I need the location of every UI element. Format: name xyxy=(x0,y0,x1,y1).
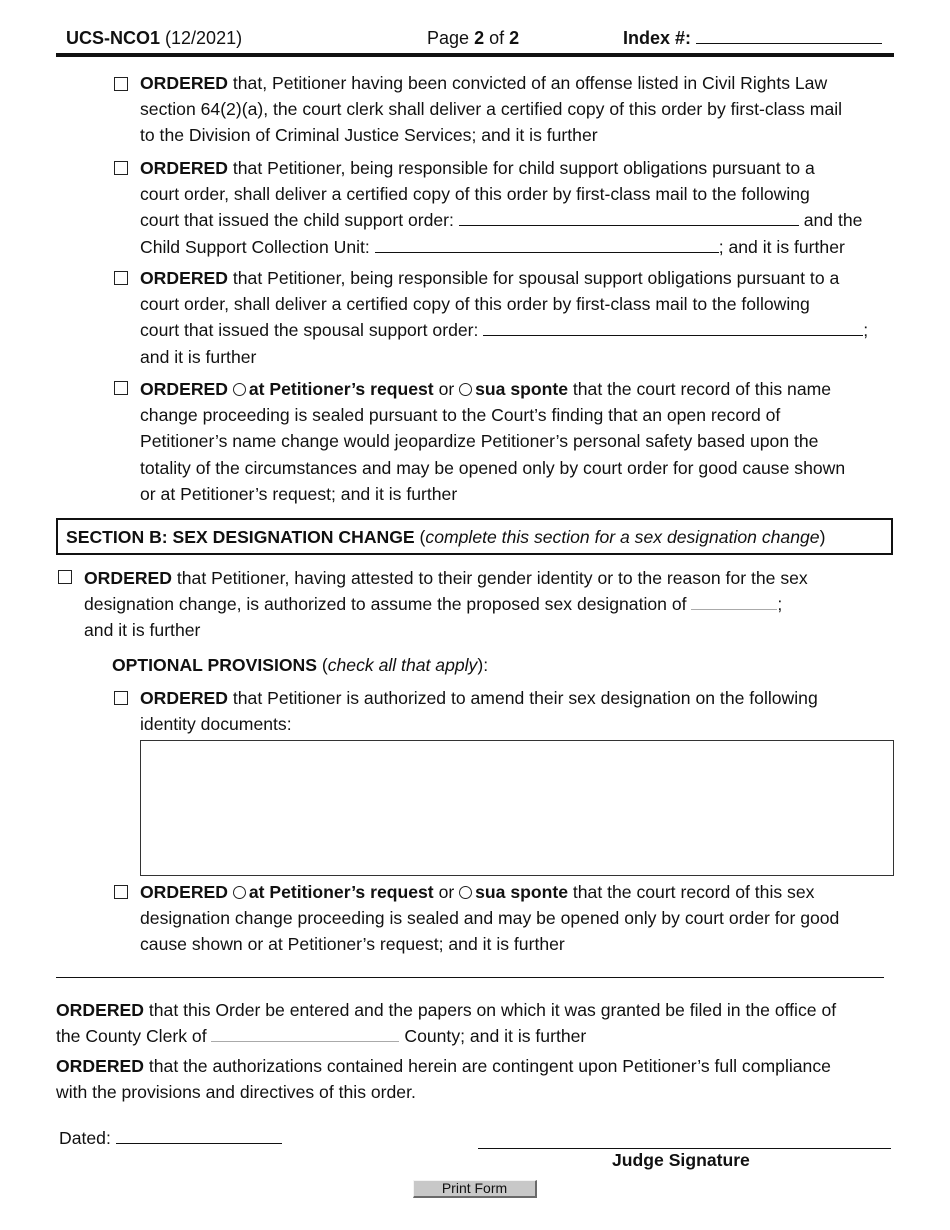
child-support-court-field[interactable] xyxy=(459,211,799,226)
order-amend-documents: ORDERED that Petitioner is authorized to amend their sex designation on the following identity documents: xyxy=(140,688,818,735)
judge-signature-label: Judge Signature xyxy=(612,1150,750,1170)
spousal-support-court-field[interactable] xyxy=(483,321,863,336)
checkbox-dcjs-delivery[interactable] xyxy=(114,77,128,91)
checkbox-amend-documents[interactable] xyxy=(114,691,128,705)
section-b-header: SECTION B: SEX DESIGNATION CHANGE (complete this section for a sex designation change) xyxy=(56,518,893,555)
section-divider xyxy=(56,977,884,978)
checkbox-child-support[interactable] xyxy=(114,161,128,175)
form-id: UCS-NCO1 (12/2021) xyxy=(66,28,243,48)
checkbox-seal-sex-change[interactable] xyxy=(114,885,128,899)
order-sex-designation: ORDERED that Petitioner, having attested to their gender identity or to the reason for the sex designation change, is authorized to assume the proposed sex designation of ; and it is further xyxy=(84,568,808,641)
print-form-button[interactable]: Print Form xyxy=(413,1180,537,1198)
order-county-clerk: ORDERED that this Order be entered and the papers on which it was granted be filed in the office of the County Clerk of County; and it is further xyxy=(56,1000,837,1047)
radio-sua-sponte-sex[interactable] xyxy=(459,886,472,899)
dated-field[interactable] xyxy=(116,1129,282,1144)
index-number: Index #: xyxy=(623,28,882,49)
order-compliance: ORDERED that the authorizations contained herein are contingent upon Petitioner’s full compliance with the provisions and directives of this order. xyxy=(56,1056,831,1103)
index-number-field[interactable] xyxy=(696,29,882,44)
page-indicator: Page 2 of 2 xyxy=(427,28,520,48)
identity-documents-textarea[interactable] xyxy=(140,740,894,876)
radio-at-request-sex[interactable] xyxy=(233,886,246,899)
county-field[interactable] xyxy=(211,1027,399,1042)
checkbox-spousal-support[interactable] xyxy=(114,271,128,285)
radio-sua-sponte-name[interactable] xyxy=(459,383,472,396)
checkbox-sex-designation[interactable] xyxy=(58,570,72,584)
order-spousal-support: ORDERED that Petitioner, being responsible for spousal support obligations pursuant to a court order, shall deliver a certified copy of this order by first-class mail to the following court that issued the spousal support order: ; and it is further xyxy=(140,268,869,367)
optional-provisions-heading: OPTIONAL PROVISIONS (check all that apply): xyxy=(112,655,489,675)
order-dcjs-delivery: ORDERED that, Petitioner having been convicted of an offense listed in Civil Rights Law section 64(2)(a), the court clerk shall deliver a certified copy of this order by first-class mail to the Division of Criminal Justice Services; and it is further xyxy=(140,73,843,146)
radio-at-request-name[interactable] xyxy=(233,383,246,396)
dated-line: Dated: xyxy=(59,1128,282,1149)
order-child-support: ORDERED that Petitioner, being responsible for child support obligations pursuant to a court order, shall deliver a certified copy of this order by first-class mail to the following court that issued the child support order: and the Child Support Collection Unit: ; and it is further xyxy=(140,158,863,257)
sex-designation-field[interactable] xyxy=(691,595,777,610)
header-rule xyxy=(56,53,894,57)
order-seal-name-change: ORDERED at Petitioner’s request or sua sponte that the court record of this name change proceeding is sealed pursuant to the Court’s finding that an open record of Petitioner’s name change would jeopardize Petitioner’s personal safety based upon the totality of the circumstances and may be opened only by court order for good cause shown or at Petitioner’s request; and it is further xyxy=(140,379,846,504)
checkbox-seal-name-change[interactable] xyxy=(114,381,128,395)
child-support-unit-field[interactable] xyxy=(375,238,719,253)
judge-signature-line[interactable] xyxy=(478,1148,891,1149)
order-seal-sex-change: ORDERED at Petitioner’s request or sua sponte that the court record of this sex designation change proceeding is sealed and may be opened only by court order for good cause shown or at Petitioner’s request; and it is further xyxy=(140,882,840,955)
